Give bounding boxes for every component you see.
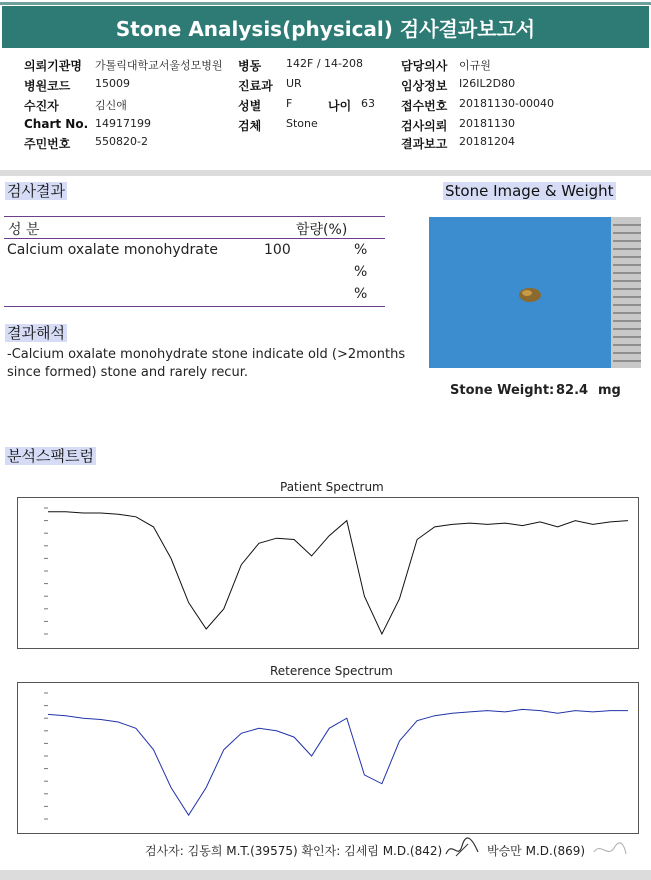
amount-column-header: 함량(%) <box>296 222 348 238</box>
patient-spectrum-plot <box>17 497 639 649</box>
chart-no-label: Chart No. <box>24 117 89 131</box>
dept-value: UR <box>286 77 302 90</box>
report-date-label: 결과보고 <box>401 137 448 151</box>
reference-spectrum-title: Reterence Spectrum <box>270 664 393 678</box>
report-header <box>2 6 649 48</box>
age-value: 63 <box>361 97 375 110</box>
rrn-value: 550820-2 <box>95 135 148 148</box>
request-date-value: 20181130 <box>459 117 515 130</box>
clinical-label: 임상정보 <box>401 79 448 93</box>
spectrum-section-title: 분석스팩트럼 <box>7 447 94 465</box>
patient-info-block <box>0 52 651 171</box>
top-rule <box>0 2 651 5</box>
report-date-value: 20181204 <box>459 135 515 148</box>
reference-spectrum-plot <box>17 682 639 834</box>
result-row-unit: % <box>354 286 368 302</box>
age-label: 나이 <box>328 99 352 113</box>
bottom-bar <box>0 870 651 880</box>
report-title: Stone Analysis(physical) 검사결과보고서 <box>115 16 536 41</box>
component-column-header: 성 분 <box>8 222 40 238</box>
doctor-label: 담당의사 <box>401 59 448 73</box>
results-header-rule <box>4 238 385 239</box>
result-row-name: Calcium oxalate monohydrate <box>7 242 218 258</box>
result-row-value: 100 <box>264 242 291 258</box>
signature-mark-2 <box>590 836 630 862</box>
result-row-unit: % <box>354 264 368 280</box>
hospital-label: 의뢰기관명 <box>24 59 82 73</box>
result-row-unit: % <box>354 242 368 258</box>
spectrum-line <box>48 512 628 634</box>
results-bottom-rule <box>4 306 385 307</box>
sex-label: 성별 <box>238 99 262 113</box>
signature-mark <box>442 836 484 862</box>
stone-section-title: Stone Image & Weight <box>445 182 614 200</box>
reference-spectrum-svg <box>18 683 638 833</box>
section-divider <box>0 170 651 176</box>
stone-weight-unit: mg <box>598 383 621 398</box>
patient-value: 김신애 <box>95 99 127 112</box>
specimen-label: 검체 <box>238 119 262 133</box>
chart-no-value: 14917199 <box>95 117 151 130</box>
hospcode-label: 병원코드 <box>24 79 71 93</box>
patient-spectrum-title: Patient Spectrum <box>280 480 384 494</box>
reg-value: 20181130-00040 <box>459 97 554 110</box>
second-confirmer: 박승만 M.D.(869) <box>487 844 586 858</box>
results-top-rule <box>4 216 385 217</box>
stone-photo <box>429 217 641 368</box>
spectrum-line <box>48 709 628 815</box>
interpretation-line-2: since formed) stone and rarely recur. <box>7 365 248 380</box>
dept-label: 진료과 <box>238 79 273 93</box>
tester-signatures: 검사자: 김동희 M.T.(39575) 확인자: 김세림 M.D.(842) <box>145 844 443 858</box>
request-date-label: 검사의뢰 <box>401 119 448 133</box>
patient-label: 수진자 <box>24 99 59 113</box>
doctor-value: 이규원 <box>459 59 491 72</box>
sex-value: F <box>286 97 293 110</box>
hospital-value: 가톨릭대학교서울성모병원 <box>95 59 223 72</box>
specimen-value: Stone <box>286 117 318 130</box>
results-section-title: 검사결과 <box>7 182 65 200</box>
patient-spectrum-svg <box>18 498 638 648</box>
ward-value: 142F / 14-208 <box>286 57 363 70</box>
clinical-value: I26IL2D80 <box>459 77 516 90</box>
hospcode-value: 15009 <box>95 77 130 90</box>
ward-label: 병동 <box>238 59 262 73</box>
interpretation-section-title: 결과해석 <box>7 324 65 342</box>
stone-weight-value: 82.4 <box>556 383 589 398</box>
rrn-label: 주민번호 <box>24 137 71 151</box>
interpretation-line-1: -Calcium oxalate monohydrate stone indicate old (>2months <box>7 347 406 362</box>
stone-weight-label: Stone Weight: <box>450 383 555 398</box>
reg-label: 접수번호 <box>401 99 448 113</box>
